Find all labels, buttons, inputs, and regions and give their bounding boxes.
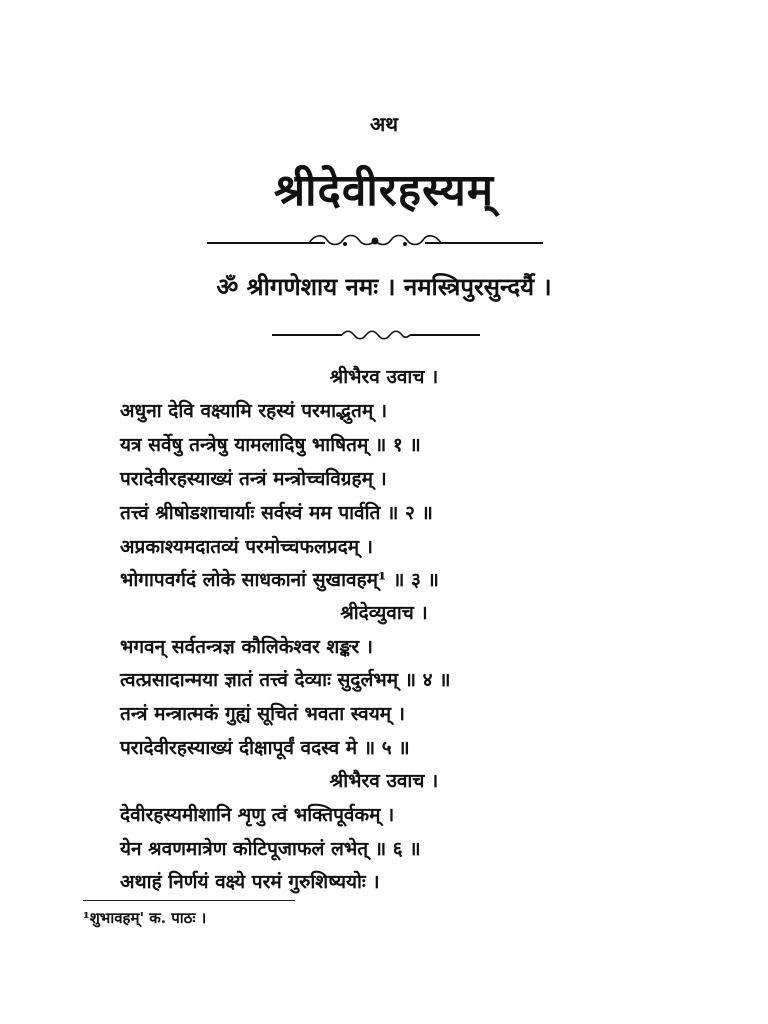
- verse-line: अप्रकाश्यमदातव्यं परमोच्चफलप्रदम् ।: [120, 536, 373, 558]
- verse-line: तत्त्वं श्रीषोडशाचार्याः सर्वस्वं मम पार्वति ॥ २ ॥: [120, 502, 433, 524]
- verse-line: अथाहं निर्णयं वक्ष्ये परमं गुरुशिष्ययोः ।: [120, 871, 380, 893]
- speaker-line: श्रीदेव्युवाच ।: [340, 602, 428, 624]
- invocation-line: ॐ श्रीगणेशाय नमः । नमस्त्रिपुरसुन्दर्यै ।: [216, 272, 552, 301]
- verse-line: परादेवीरहस्याख्यं दीक्षापूर्वं वदस्व मे ॥ ५ ॥: [120, 737, 410, 759]
- speaker-line: श्रीभैरव उवाच ।: [329, 366, 439, 388]
- ornament-divider: [205, 228, 545, 258]
- verse-line: भगवन् सर्वतन्त्रज्ञ कौलिकेश्वर शङ्कर ।: [120, 636, 373, 658]
- speaker-line: श्रीभैरव उवाच ।: [329, 770, 439, 792]
- verse-line: भोगापवर्गदं लोके साधकानां सुखावहम्¹ ॥ ३ ॥: [120, 569, 439, 591]
- verse-line: यत्र सर्वेषु तन्त्रेषु यामलादिषु भाषितम् ॥ १ ॥: [120, 434, 421, 456]
- pre-title: अथ: [369, 112, 399, 136]
- page-title: श्रीदेवीरहस्यम्: [273, 165, 495, 216]
- verse-line: परादेवीरहस्याख्यं तन्त्रं मन्त्रोच्चविग्रहम् ।: [120, 468, 387, 490]
- verse-line: त्वत्प्रसादान्मया ज्ञातं तत्त्वं देव्याः सुदुर्लभम् ॥ ४ ॥: [120, 669, 451, 691]
- footnote-rule: [83, 900, 295, 901]
- footnote: ¹शुभावहम्' क. पाठः ।: [83, 909, 207, 927]
- verse-line: येन श्रवणमात्रेण कोटिपूजाफलं लभेत् ॥ ६ ॥: [120, 838, 421, 860]
- verse-line: तन्त्रं मन्त्रात्मकं गुह्यं सूचितं भवता स्वयम् ।: [120, 703, 405, 725]
- verse-line: अधुना देवि वक्ष्यामि रहस्यं परमाद्भुतम् ।: [120, 400, 388, 422]
- verse-line: देवीरहस्यमीशानि शृणु त्वं भक्तिपूर्वकम् ।: [120, 804, 395, 826]
- small-divider: [272, 329, 480, 341]
